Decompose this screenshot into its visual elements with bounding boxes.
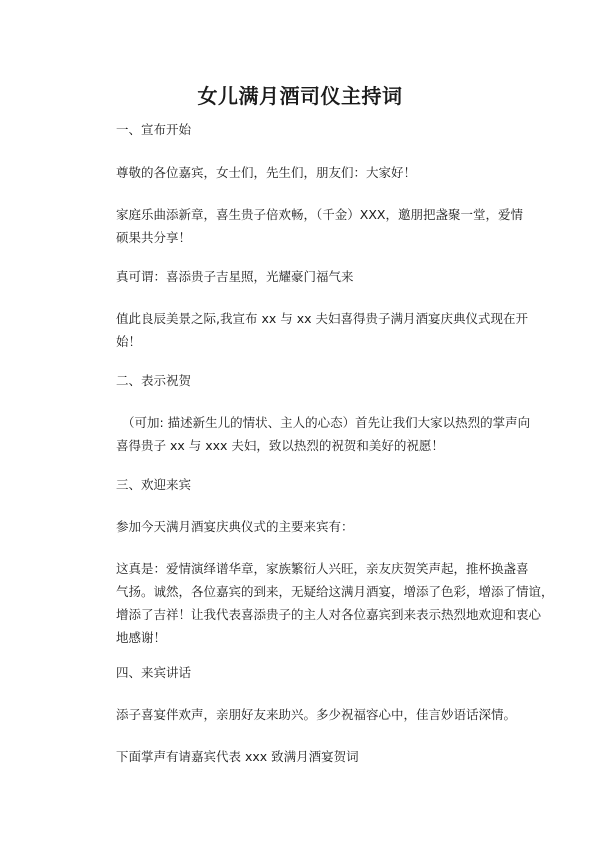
paragraph-saying: [116, 265, 516, 288]
text-line: 下面掌声有请嘉宾代表 xxx 致满月酒宴贺词: [116, 749, 359, 764]
text-line: 值此良辰美景之际,我宣布 xx 与 xx 夫妇喜得贵子满月酒宴庆典仪式现在开: [116, 311, 528, 326]
text-line: 一、宣布开始: [116, 122, 192, 137]
paragraph-guests: [116, 515, 516, 538]
paragraph-invite-speech: [116, 745, 516, 768]
document-title: 女儿满月酒司仪主持词: [197, 84, 403, 108]
text-line: 家庭乐曲添新章，喜生贵子倍欢畅，（千金）XXX，邀朋把盏聚一堂，爱情: [116, 207, 523, 222]
section-heading-2: [116, 369, 516, 392]
text-line: 喜得贵子 xx 与 xxx 夫妇，致以热烈的祝贺和美好的祝愿！: [116, 438, 444, 453]
text-line: 二、表示祝贺: [116, 373, 192, 388]
section-heading-1: [116, 118, 516, 141]
text-line: 真可谓：喜添贵子吉星照，光耀豪门福气来: [116, 269, 354, 284]
text-line: 气扬。诚然，各位嘉宾的到来，无疑给这满月酒宴，增添了色彩，增添了情谊，: [116, 584, 554, 599]
text-line: 这真是：爱情演绎谱华章，家族繁衍人兴旺，亲友庆贺笑声起，推杯换盏喜: [116, 561, 529, 576]
text-line: 添子喜宴伴欢声，亲朋好友来助兴。多少祝福容心中，佳言妙语话深情。: [116, 707, 517, 722]
section-heading-3: [116, 473, 516, 496]
paragraph-announcement: [116, 307, 528, 353]
text-line: 参加今天满月酒宴庆典仪式的主要来宾有：: [116, 519, 354, 534]
text-line: 地感谢！: [116, 630, 167, 645]
text-line: 尊敬的各位嘉宾，女士们，先生们，朋友们：大家好！: [116, 165, 417, 180]
text-line: 增添了吉祥！让我代表喜添贵子的主人对各位嘉宾到来表示热烈地欢迎和衷心: [116, 607, 542, 622]
paragraph-family: [116, 203, 523, 249]
paragraph-greeting: [116, 161, 516, 184]
text-line: 始！: [116, 334, 142, 349]
paragraph-welcome: [116, 557, 554, 649]
text-line: （可加: 描述新生儿的情状、主人的心态）首先让我们大家以热烈的掌声向: [122, 415, 531, 430]
paragraph-poem: [116, 703, 516, 726]
section-heading-4: [116, 661, 516, 684]
text-line: 硕果共分享！: [116, 230, 192, 245]
text-line: 三、欢迎来宾: [116, 477, 192, 492]
text-line: 四、来宾讲话: [116, 665, 192, 680]
paragraph-congratulation: [116, 411, 531, 457]
